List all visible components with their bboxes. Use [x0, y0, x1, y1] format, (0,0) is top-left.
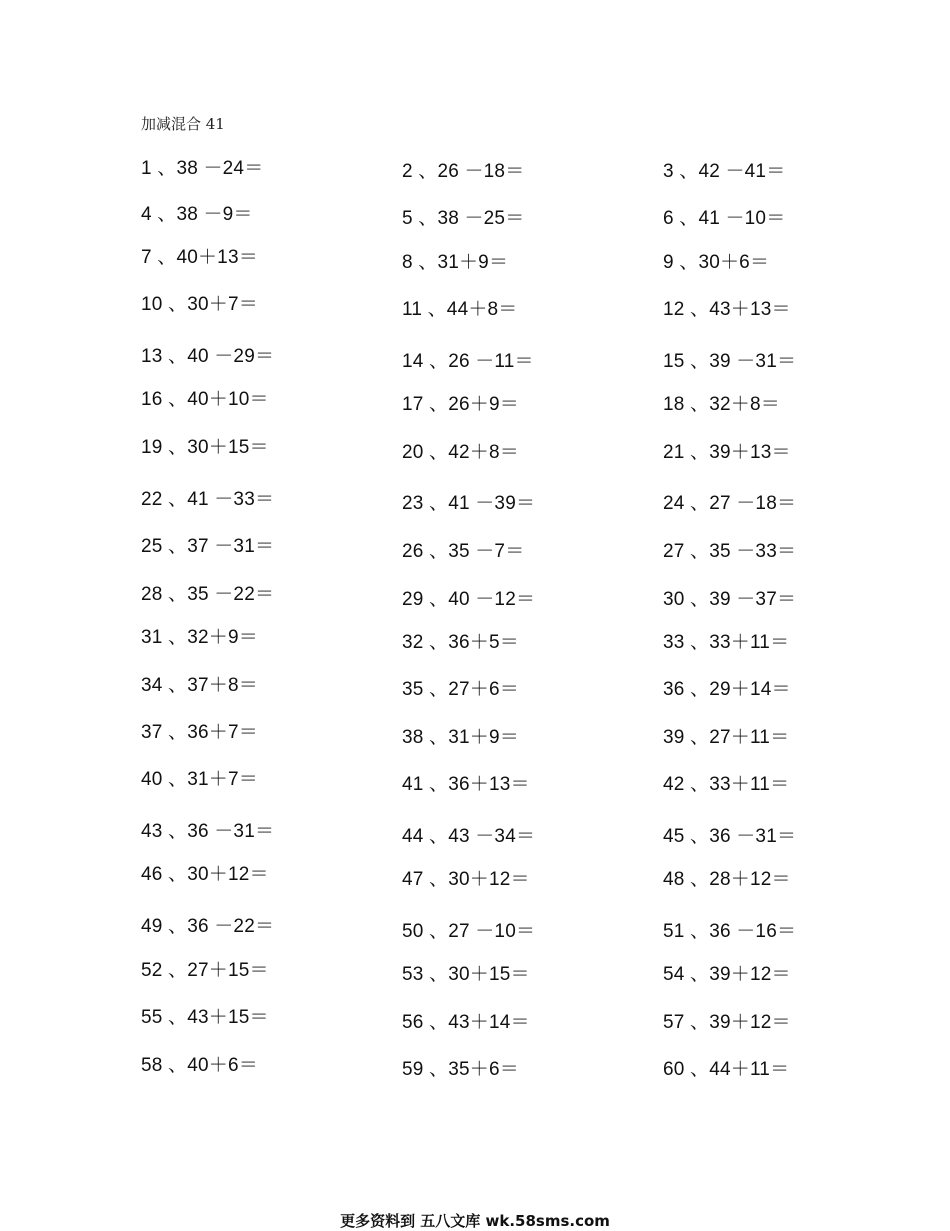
problem-60: 60 、44＋11＝	[663, 1059, 790, 1080]
problem-3: 3 、42 －41＝	[663, 161, 786, 182]
problem-40: 40 、31＋7＝	[141, 769, 258, 790]
problem-45: 45 、36 －31＝	[663, 826, 797, 847]
problem-8: 8 、31＋9＝	[402, 252, 509, 273]
problem-22: 22 、41 －33＝	[141, 489, 275, 510]
problem-23: 23 、41 －39＝	[402, 493, 536, 514]
problem-10: 10 、30＋7＝	[141, 294, 258, 315]
problem-49: 49 、36 －22＝	[141, 916, 275, 937]
problem-24: 24 、27 －18＝	[663, 493, 797, 514]
problem-9: 9 、30＋6＝	[663, 252, 770, 273]
footer-watermark: 更多资料到 五八文库 wk.58sms.com	[340, 1212, 610, 1230]
problem-36: 36 、29＋14＝	[663, 679, 791, 700]
problem-30: 30 、39 －37＝	[663, 589, 797, 610]
problem-57: 57 、39＋12＝	[663, 1012, 791, 1033]
problem-15: 15 、39 －31＝	[663, 351, 797, 372]
problem-27: 27 、35 －33＝	[663, 541, 797, 562]
problem-25: 25 、37 －31＝	[141, 536, 275, 557]
problem-7: 7 、40＋13＝	[141, 247, 258, 268]
problem-29: 29 、40 －12＝	[402, 589, 536, 610]
problem-14: 14 、26 －11＝	[402, 351, 534, 372]
problem-44: 44 、43 －34＝	[402, 826, 536, 847]
problem-4: 4 、38 －9＝	[141, 204, 253, 225]
problem-38: 38 、31＋9＝	[402, 727, 519, 748]
problem-11: 11 、44＋8＝	[402, 299, 518, 320]
problem-34: 34 、37＋8＝	[141, 675, 258, 696]
problem-58: 58 、40＋6＝	[141, 1055, 258, 1076]
problem-43: 43 、36 －31＝	[141, 821, 275, 842]
problem-42: 42 、33＋11＝	[663, 774, 790, 795]
problem-28: 28 、35 －22＝	[141, 584, 275, 605]
problem-31: 31 、32＋9＝	[141, 627, 258, 648]
problem-37: 37 、36＋7＝	[141, 722, 258, 743]
problem-16: 16 、40＋10＝	[141, 389, 269, 410]
problem-1: 1 、38 －24＝	[141, 158, 264, 179]
problem-50: 50 、27 －10＝	[402, 921, 536, 942]
problem-41: 41 、36＋13＝	[402, 774, 530, 795]
problem-13: 13 、40 －29＝	[141, 346, 275, 367]
problem-5: 5 、38 －25＝	[402, 208, 525, 229]
problem-6: 6 、41 －10＝	[663, 208, 786, 229]
problem-33: 33 、33＋11＝	[663, 632, 790, 653]
problem-20: 20 、42＋8＝	[402, 442, 519, 463]
problem-52: 52 、27＋15＝	[141, 960, 269, 981]
problem-59: 59 、35＋6＝	[402, 1059, 519, 1080]
problem-51: 51 、36 －16＝	[663, 921, 797, 942]
problem-47: 47 、30＋12＝	[402, 869, 530, 890]
problem-56: 56 、43＋14＝	[402, 1012, 530, 1033]
problem-2: 2 、26 －18＝	[402, 161, 525, 182]
worksheet-title: 加减混合 41	[141, 115, 225, 133]
problem-54: 54 、39＋12＝	[663, 964, 791, 985]
problem-48: 48 、28＋12＝	[663, 869, 791, 890]
problem-55: 55 、43＋15＝	[141, 1007, 269, 1028]
problem-19: 19 、30＋15＝	[141, 437, 269, 458]
problem-18: 18 、32＋8＝	[663, 394, 780, 415]
problem-26: 26 、35 －7＝	[402, 541, 525, 562]
problem-35: 35 、27＋6＝	[402, 679, 519, 700]
problem-39: 39 、27＋11＝	[663, 727, 790, 748]
problem-32: 32 、36＋5＝	[402, 632, 519, 653]
problem-46: 46 、30＋12＝	[141, 864, 269, 885]
problem-12: 12 、43＋13＝	[663, 299, 791, 320]
problem-53: 53 、30＋15＝	[402, 964, 530, 985]
problem-21: 21 、39＋13＝	[663, 442, 791, 463]
problem-17: 17 、26＋9＝	[402, 394, 519, 415]
